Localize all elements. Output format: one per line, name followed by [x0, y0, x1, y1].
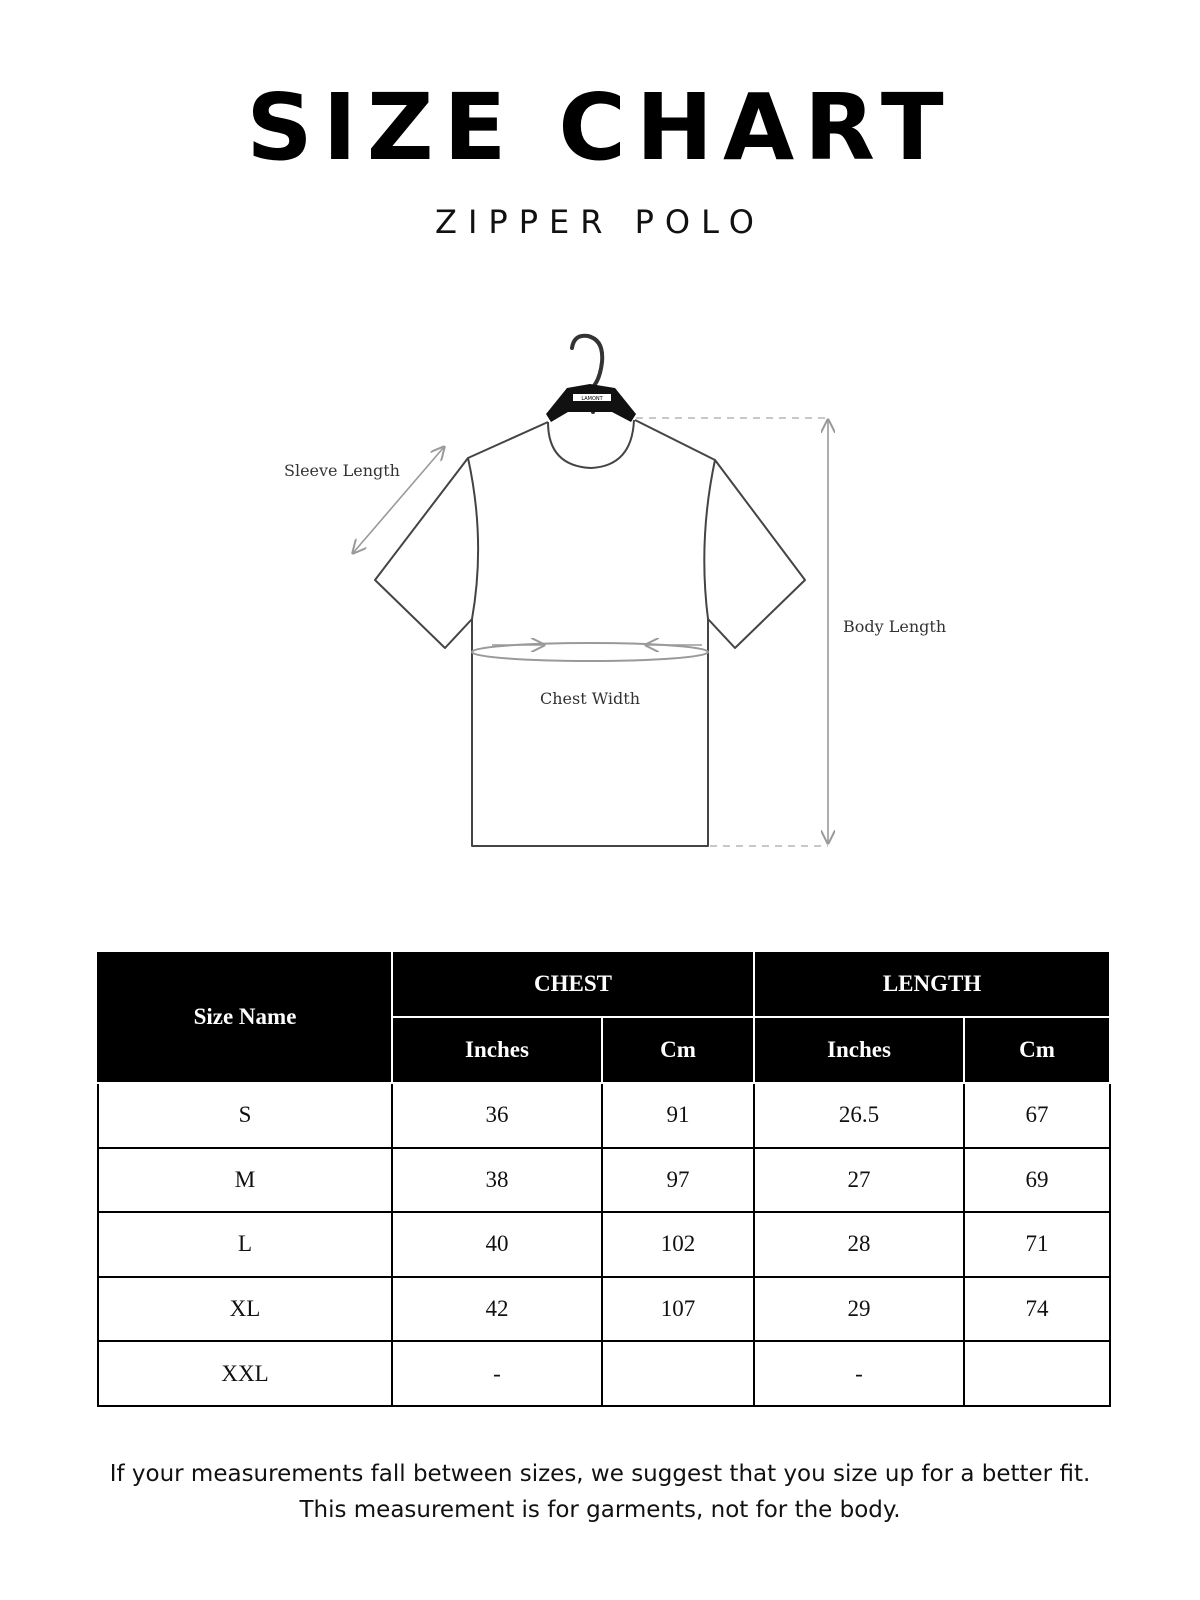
- length-inches-header: Inches: [754, 1017, 964, 1083]
- size-table: [97, 950, 1111, 1407]
- table-row: [98, 1083, 1110, 1148]
- chest-inches-cell: 40: [392, 1212, 602, 1277]
- table-row: [98, 1148, 1110, 1213]
- length-cm-cell: 67: [964, 1083, 1110, 1148]
- body-length-label: Body Length: [843, 617, 947, 636]
- table-row: [98, 1212, 1110, 1277]
- length-inches-cell: 29: [754, 1277, 964, 1342]
- length-cm-cell: 69: [964, 1148, 1110, 1213]
- chest-cm-cell: 102: [602, 1212, 754, 1277]
- size-name-header: Size Name: [98, 951, 392, 1083]
- length-inches-cell: 28: [754, 1212, 964, 1277]
- chest-cm-cell: 107: [602, 1277, 754, 1342]
- length-cm-header: Cm: [964, 1017, 1110, 1083]
- chest-cm-cell: [602, 1341, 754, 1406]
- length-cm-cell: 71: [964, 1212, 1110, 1277]
- chest-cm-cell: 91: [602, 1083, 754, 1148]
- chest-inches-header: Inches: [392, 1017, 602, 1083]
- page-title: SIZE CHART: [246, 74, 954, 181]
- fit-note: [0, 1456, 1200, 1528]
- chest-cm-cell: 97: [602, 1148, 754, 1213]
- chest-inches-cell: 38: [392, 1148, 602, 1213]
- length-inches-cell: 26.5: [754, 1083, 964, 1148]
- length-inches-cell: 27: [754, 1148, 964, 1213]
- chest-header: CHEST: [392, 951, 754, 1017]
- size-cell: M: [98, 1148, 392, 1213]
- product-name: ZIPPER POLO: [435, 203, 765, 241]
- size-cell: XXL: [98, 1341, 392, 1406]
- chest-width-marker: [472, 643, 708, 661]
- hanger-brand-label: LAMONT: [581, 396, 603, 402]
- length-header: LENGTH: [754, 951, 1110, 1017]
- length-cm-cell: 74: [964, 1277, 1110, 1342]
- tshirt-measurement-diagram: [0, 300, 1200, 860]
- size-cell: L: [98, 1212, 392, 1277]
- chest-inches-cell: 36: [392, 1083, 602, 1148]
- table-row: [98, 1277, 1110, 1342]
- table-header-row: [98, 951, 1110, 1017]
- chest-inches-cell: -: [392, 1341, 602, 1406]
- chest-cm-header: Cm: [602, 1017, 754, 1083]
- length-cm-cell: [964, 1341, 1110, 1406]
- fit-note-line-2: This measurement is for garments, not for the body.: [299, 1497, 901, 1523]
- tshirt-outline: [375, 420, 805, 846]
- size-cell: XL: [98, 1277, 392, 1342]
- fit-note-line-1: If your measurements fall between sizes, we suggest that you size up for a better fit.: [109, 1461, 1091, 1487]
- chest-inches-cell: 42: [392, 1277, 602, 1342]
- size-cell: S: [98, 1083, 392, 1148]
- length-inches-cell: -: [754, 1341, 964, 1406]
- hanger-icon: [546, 336, 636, 422]
- sleeve-length-label: Sleeve Length: [284, 461, 400, 480]
- table-row: [98, 1341, 1110, 1406]
- chest-width-label: Chest Width: [540, 689, 640, 708]
